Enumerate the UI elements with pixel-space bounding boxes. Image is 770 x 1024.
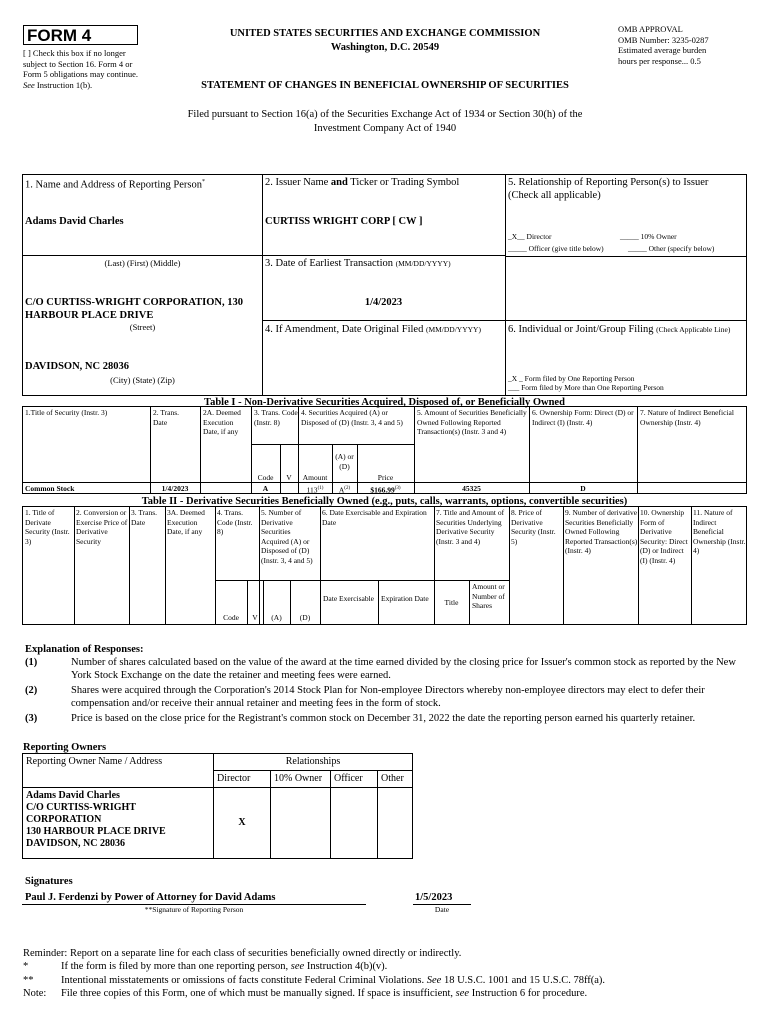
ro-col-officer: Officer: [331, 771, 378, 788]
form-title-box: [23, 25, 138, 45]
relationship-other: _____ Other (specify below): [628, 244, 715, 253]
box6-label: 6. Individual or Joint/Group Filing (Check Applicable Line): [508, 324, 731, 335]
t1-row-owned-after: 45325: [462, 484, 481, 493]
statement-title: STATEMENT OF CHANGES IN BENEFICIAL OWNERSHIP OF SECURITIES: [201, 80, 569, 91]
relationship-ten-pct: _____ 10% Owner: [620, 232, 677, 241]
omb-burden-1: Estimated average burden: [618, 45, 707, 55]
t1-col3: 3. Trans. Code (Instr. 8): [254, 408, 298, 427]
reporting-owners-heading: Reporting Owners: [23, 742, 107, 753]
table1-title: Table I - Non-Derivative Securities Acquired, Disposed of, or Beneficially Owned: [204, 397, 565, 408]
ro-owner-address: Adams David Charles C/O CURTISS-WRIGHT CORPORATION 130 HARBOUR PLACE DRIVE DAVIDSON, NC 28036: [23, 788, 214, 859]
explanation-item: (1) Number of shares calculated based on the value of the award at the time earned divided by the closing price for Issuer's common stock as reported by the New York Stock Exchange on the date the retainer and meeting fees were earned.: [25, 657, 736, 681]
t1-col5: 5. Amount of Securities Beneficially Owned Following Reported Transaction(s) (Instr. 3 and 4): [417, 408, 527, 436]
t2-col5: 5. Number of Derivative Securities Acquired (A) or Disposed of (D) (Instr. 3, 4 and 5): [261, 508, 313, 565]
city-caption: (City) (State) (Zip): [110, 375, 175, 385]
check-box-see: See: [23, 79, 35, 90]
check-box-instruction: Instruction 1(b).: [36, 79, 93, 90]
t1-col6: 6. Ownership Form: Direct (D) or Indirect (I) (Instr. 4): [532, 408, 634, 427]
top-section-frame: [22, 174, 747, 396]
t2-col2: 2. Conversion or Exercise Price of Derivative Security: [76, 508, 128, 546]
filing-more-persons: ___ Form filed by More than One Reporting Person: [508, 383, 664, 392]
t1-col2a: 2A. Deemed Execution Date, if any: [203, 408, 241, 436]
earliest-transaction-date: 1/4/2023: [364, 297, 403, 308]
box5-sub: (Check all applicable): [508, 190, 601, 201]
form-title: FORM 4: [27, 26, 92, 45]
t1-col1: 1.Title of Security (Instr. 3): [25, 408, 108, 417]
ro-col-other: Other: [378, 771, 413, 788]
footer-note: File three copies of this Form, one of which must be manually signed. If space is insufficient, see Instruction 6 for procedure.: [61, 988, 588, 999]
t1-sub-price: Price: [377, 473, 394, 482]
box5-label: 5. Relationship of Reporting Person(s) to Issuer: [508, 177, 709, 188]
table2-title: Table II - Derivative Securities Beneficially Owned (e.g., puts, calls, warrants, options, convertible securities): [141, 496, 628, 507]
box3-label: 3. Date of Earliest Transaction (MM/DD/YYYY): [265, 258, 451, 269]
t2-col4: 4. Trans. Code (Instr. 8): [217, 508, 253, 536]
omb-burden-2: hours per response... 0.5: [618, 55, 701, 66]
t2-sub-expiration: Expiration Date: [381, 594, 429, 603]
ro-ten-pct-cell: [271, 788, 331, 859]
t1-row-ownership-form: D: [580, 484, 586, 493]
street-caption: (Street): [129, 322, 156, 332]
footer-star1: If the form is filed by more than one reporting person, see Instruction 4(b)(v).: [61, 961, 388, 972]
reporting-owners-table: [22, 753, 413, 859]
ro-officer-cell: [331, 788, 378, 859]
t1-sub-amount: Amount: [302, 473, 328, 482]
t2-col9: 9. Number of derivative Securities Beneficially Owned Following Reported Transaction(s) (Instr. 4): [565, 508, 638, 555]
box2-label: 2. Issuer Name and Ticker or Trading Symbol: [265, 177, 460, 188]
relationship-officer: _____ Officer (give title below): [508, 244, 604, 253]
box1-label: 1. Name and Address of Reporting Person*: [25, 179, 206, 191]
t2-sub-d: (D): [299, 613, 311, 622]
reporting-person-name: Adams David Charles: [25, 216, 124, 227]
explanation-item: (2) Shares were acquired through the Corporation's 2014 Stock Plan for Non-employee Directors whereby non-employee directors may elect to defer their compensation and/or receive their annual retainer and meeting fees in the form of stock.: [25, 685, 705, 709]
ro-director-mark: X: [214, 788, 271, 859]
t1-col2: 2. Trans. Date: [153, 408, 180, 427]
footer-star2-mark: **: [23, 975, 34, 986]
box4-label: 4. If Amendment, Date Original Filed (MM/DD/YYYY): [265, 324, 481, 335]
filed-pursuant-1: Filed pursuant to Section 16(a) of the Securities Exchange Act of 1934 or Section 30(h) of the: [187, 109, 583, 120]
t2-col3a: 3A. Deemed Execution Date, if any: [167, 508, 205, 536]
signer-caption: **Signature of Reporting Person: [144, 905, 244, 914]
t2-sub-a: (A): [271, 613, 282, 622]
t1-row-security: Common Stock: [25, 484, 75, 493]
t1-row-price: $166.99$^{(3)}$: [370, 485, 401, 495]
footer-star1-mark: *: [23, 961, 29, 972]
t2-col10: 10. Ownership Form of Derivative Security: Direct (D) or Indirect (I) (Instr. 4): [640, 508, 688, 565]
t1-row-amount: 113$^{(1)}$: [306, 485, 324, 495]
signature-date: 1/5/2023: [415, 892, 453, 903]
t2-sub-v: V: [252, 613, 258, 622]
t1-col4: 4. Securities Acquired (A) or Disposed of (D) (Instr. 3, 4 and 5): [301, 408, 403, 427]
ro-col-ten-pct: 10% Owner: [271, 771, 331, 788]
issuer-name-ticker: CURTISS WRIGHT CORP [ CW ]: [265, 216, 423, 227]
t2-sub-amount-shares: Amount or Number of Shares: [472, 582, 505, 610]
t1-row-a-or-d: $A^{(2)}$: [338, 485, 351, 495]
agency-city: Washington, D.C. 20549: [330, 42, 440, 53]
t2-col11: 11. Nature of Indirect Beneficial Ownership (Instr. 4): [693, 508, 746, 555]
relationship-director: _X__ Director: [508, 232, 552, 241]
footer-note-mark: Note:: [23, 988, 47, 999]
footer-reminder: Reminder: Report on a separate line for each class of securities beneficially owned directly or indirectly.: [23, 948, 462, 959]
t2-sub-title: Title: [444, 598, 459, 607]
footer-star2: Intentional misstatements or omissions of facts constitute Federal Criminal Violations. See 18 U.S.C. 1001 and 15 U.S.C. 78ff(a).: [61, 975, 606, 986]
t2-col6: 6. Date Exercisable and Expiration Date: [322, 508, 427, 527]
ro-col-director: Director: [214, 771, 271, 788]
ro-other-cell: [378, 788, 413, 859]
signatures-heading: Signatures: [25, 876, 73, 887]
explanation-item: (3) Price is based on the close price for the Registrant's common stock on December 31, 2022 the date the reporting person earned his quarterly retainer.: [25, 713, 696, 724]
check-box-notice: [23, 48, 151, 90]
t1-row-date: 1/4/2023: [161, 484, 189, 493]
filed-pursuant-2: Investment Company Act of 1940: [313, 123, 457, 134]
ro-col-name: Reporting Owner Name / Address: [23, 754, 214, 788]
reporting-person-street: C/O CURTISS-WRIGHT CORPORATION, 130 HARBOUR PLACE DRIVE: [25, 297, 244, 321]
signature-date-caption: Date: [434, 905, 450, 914]
t1-col7: 7. Nature of Indirect Beneficial Ownership (Instr. 4): [640, 408, 734, 427]
t2-sub-date-exercisable: Date Exercisable: [323, 594, 375, 603]
agency-name: UNITED STATES SECURITIES AND EXCHANGE COMMISSION: [229, 28, 541, 39]
t1-sub-v: V: [286, 473, 292, 482]
ro-col-relationships: Relationships: [214, 754, 413, 771]
check-box-text: [ ] Check this box if no longer subject to Section 16. Form 4 or Form 5 obligations may continue.: [23, 48, 138, 79]
t2-col7: 7. Title and Amount of Securities Underlying Derivative Security (Instr. 3 and 4): [436, 508, 505, 546]
omb-approval: OMB APPROVAL: [618, 24, 683, 34]
t2-sub-code: Code: [223, 613, 239, 622]
t1-row-code: A: [262, 484, 269, 493]
explanation-list: [25, 656, 747, 725]
t2-col3: 3. Trans. Date: [131, 508, 158, 527]
name-caption: (Last) (First) (Middle): [104, 258, 181, 268]
t1-sub-aord: (A) or (D): [335, 452, 354, 471]
t2-col8: 8. Price of Derivative Security (Instr. 5): [511, 508, 556, 546]
reporting-person-city: DAVIDSON, NC 28036: [25, 361, 129, 372]
filing-one-person: _X _ Form filed by One Reporting Person: [508, 374, 635, 383]
explanation-heading: Explanation of Responses:: [25, 644, 144, 655]
t1-sub-code: Code: [257, 473, 274, 482]
omb-approval-block: [618, 24, 758, 66]
omb-number: OMB Number: 3235-0287: [618, 34, 709, 45]
t2-col1: 1. Title of Derivate Security (Instr. 3): [25, 508, 70, 546]
signer-name: Paul J. Ferdenzi by Power of Attorney for David Adams: [25, 892, 276, 903]
